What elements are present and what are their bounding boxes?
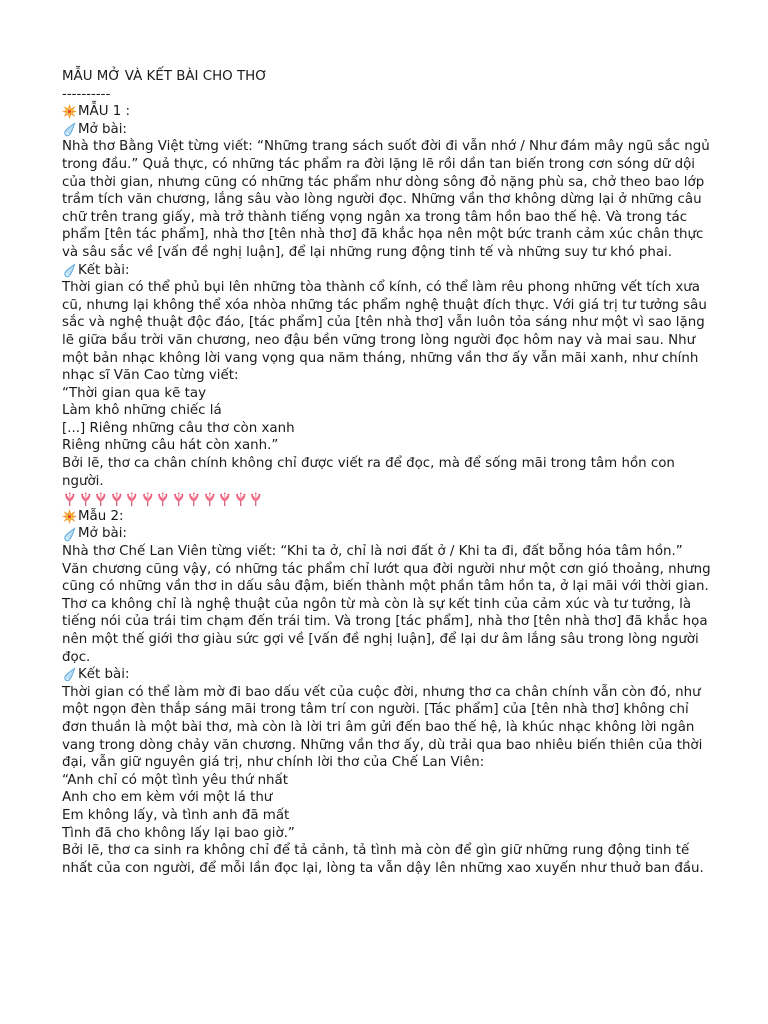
sample-1-intro-paragraph: Nhà thơ Bằng Việt từng viết: “Những trang sách suốt đời đi vẫn nhớ / Như đám mây ngũ sắc ngủ trong đầu.” Quả thực, có những tác phẩm ra đời lặng lẽ rồi dần tan biến trong cơn sóng dữ dội của thời gian, nhưng cũng có những tác phẩm như dòng sông đỏ nặng phù sa, chở theo bao lớp trầm tích văn chương, lắng sâu vào lòng người đọc. Những vần thơ không dừng lại ở những câu chữ trên trang giấy, mà trở thành tiếng vọng ngân xa trong tâm hồn bao thế hệ. Và trong tác phẩm [tên tác phẩm], nhà thơ [tên nhà thơ] đã khắc họa nên một bức tranh cảm xúc chân thực và sâu sắc về [vấn đề nghị luận], để lại những rung động tinh tế và những suy tư khó phai. [62, 139, 710, 260]
sample-1-intro-label [62, 121, 712, 139]
water-droplet-icon [62, 122, 77, 137]
sample-2-heading-text: Mẫu 2: [78, 508, 124, 524]
coral-flower-icon [78, 492, 94, 507]
sample-2-quote-line: Tình đã cho không lấy lại bao giờ.” [62, 825, 295, 841]
sample-1-quote-line: Riêng những câu hát còn xanh.” [62, 438, 279, 454]
collision-burst-icon [62, 509, 77, 524]
document-title: MẪU MỞ VÀ KẾT BÀI CHO THƠ [62, 69, 268, 84]
sample-2-intro-paragraph: Nhà thơ Chế Lan Viên từng viết: “Khi ta ở, chỉ là nơi đất ở / Khi ta đi, đất bỗng hóa tâm hồn.” Văn chương cũng vậy, có những tác phẩm chỉ lướt qua đời người như một cơn gió thoảng, nhưng cũng có những vần thơ in dấu sâu đậm, biến thành một phần tâm hồn ta, ở lại mãi với thời gian. Thơ ca không chỉ là nghệ thuật của ngôn từ mà còn là sự kết tinh của cảm xúc và tư tưởng, là tiếng nói của trái tim chạm đến trái tim. Và trong [tác phẩm], nhà thơ [tên nhà thơ] đã khắc họa nên một thế giới thơ giàu sức gợi về [vấn đề nghị luận], để lại dư âm lắng sâu trong lòng người đọc. [62, 544, 711, 665]
sample-2-intro-label [62, 525, 712, 543]
sample-2-quote-line: Anh cho em kèm với một lá thư [62, 790, 273, 806]
water-droplet-icon [62, 667, 77, 682]
sample-1-outro-label-text: Kết bài: [78, 262, 130, 278]
document-body [62, 68, 712, 877]
coral-flower-icon [109, 492, 125, 507]
sample-1-heading [62, 103, 712, 121]
coral-flower-icon [202, 492, 218, 507]
sample-1-quote-line: [...] Riêng những câu thơ còn xanh [62, 420, 295, 436]
coral-flower-icon [124, 492, 140, 507]
coral-flower-icon [248, 492, 264, 507]
sample-2-heading [62, 508, 712, 526]
sample-1-quote-line: Làm khô những chiếc lá [62, 403, 222, 419]
sample-1-intro-label-text: Mở bài: [78, 121, 127, 137]
sample-2-intro-label-text: Mở bài: [78, 526, 127, 542]
sample-2-outro-paragraph: Thời gian có thể làm mờ đi bao dấu vết của cuộc đời, nhưng thơ ca chân chính vẫn còn đó, như một ngọn đèn thắp sáng mãi trong tâm trí con người. [Tác phẩm] của [tên nhà thơ] không chỉ đơn thuần là một bài thơ, mà còn là lời tri âm gửi đến bao thế hệ, là khúc nhạc không lời ngân vang trong dòng chảy văn chương. Những vần thơ ấy, dù trải qua bao nhiêu biến thiên của thời đại, vẫn giữ nguyên giá trị, như chính lời thơ của Chế Lan Viên: [62, 684, 703, 771]
sample-2-quote-line: Em không lấy, và tình anh đã mất [62, 807, 290, 823]
collision-burst-icon [62, 104, 77, 119]
water-droplet-icon [62, 527, 77, 542]
flower-divider [62, 490, 712, 508]
title-separator: ---------- [62, 86, 111, 102]
coral-flower-icon [186, 492, 202, 507]
coral-flower-icon [93, 492, 109, 507]
sample-1-heading-text: MẪU 1 : [78, 104, 131, 120]
coral-flower-icon [62, 492, 78, 507]
coral-flower-icon [233, 492, 249, 507]
sample-1-outro-label [62, 262, 712, 280]
sample-2-closing-paragraph: Bởi lẽ, thơ ca sinh ra không chỉ để tả cảnh, tả tình mà còn để gìn giữ những rung động tinh tế nhất của con người, để mỗi lần đọc lại, lòng ta vẫn dậy lên những xao xuyến như thuở ban đầu. [62, 843, 704, 876]
sample-2-quote-line: “Anh chỉ có một tình yêu thứ nhất [62, 772, 288, 788]
sample-2-outro-label [62, 666, 712, 684]
coral-flower-icon [217, 492, 233, 507]
sample-1-quote-line: “Thời gian qua kẽ tay [62, 385, 207, 401]
coral-flower-icon [155, 492, 171, 507]
sample-2-outro-label-text: Kết bài: [78, 667, 130, 683]
sample-1-closing-paragraph: Bởi lẽ, thơ ca chân chính không chỉ được viết ra để đọc, mà để sống mãi trong tâm hồn con người. [62, 456, 675, 489]
sample-1-outro-paragraph: Thời gian có thể phủ bụi lên những tòa thành cổ kính, có thể làm rêu phong những vết tích xưa cũ, nhưng lại không thể xóa nhòa những tác phẩm nghệ thuật đích thực. Với giá trị tư tưởng sâu sắc và nghệ thuật độc đáo, [tác phẩm] của [tên nhà thơ] vẫn luôn tỏa sáng như một vì sao lặng lẽ giữa bầu trời văn chương, neo đậu bền vững trong lòng người đọc hôm nay và mai sau. Như một bản nhạc không lời vang vọng qua năm tháng, những vần thơ ấy vẫn mãi xanh, như chính nhạc sĩ Văn Cao từng viết: [62, 280, 707, 384]
coral-flower-icon [140, 492, 156, 507]
water-droplet-icon [62, 263, 77, 278]
coral-flower-icon [171, 492, 187, 507]
